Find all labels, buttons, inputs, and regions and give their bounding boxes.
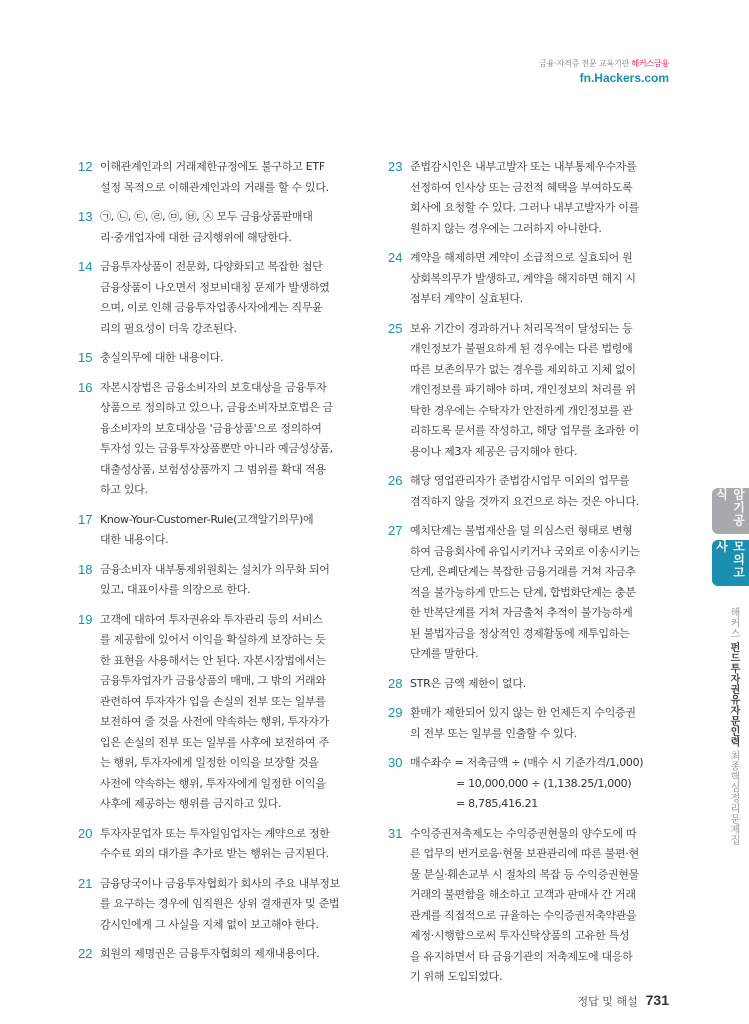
answer-line: = 8,785,416.21 — [410, 797, 538, 810]
answer-line: 상품으로 정의하고 있으나, 금융소비자보호법은 금 — [100, 401, 333, 414]
answer-item — [78, 510, 368, 551]
answer-line: 단계, 은폐단계는 복잡한 금융거래를 거쳐 자금추 — [410, 565, 636, 578]
answer-line: 으며, 이로 인해 금융투자업종사자에게는 직무윤 — [100, 301, 323, 314]
answer-line: 금융당국이나 금융투자협회가 회사의 주요 내부정보 — [100, 876, 340, 890]
answer-line: 개인정보를 파기해야 하며, 개인정보의 처리를 위 — [410, 383, 636, 396]
answer-text — [100, 944, 368, 965]
answer-line: 하여 금융회사에 유입시키거나 국외로 이송시키는 — [410, 544, 640, 558]
answer-line: STR은 금액 제한이 없다. — [410, 676, 526, 690]
answer-item — [388, 753, 678, 815]
answer-number: 28 — [388, 675, 403, 691]
answer-column-left — [78, 157, 368, 974]
answer-line: 충실의무에 대한 내용이다. — [100, 351, 224, 364]
answer-item — [388, 674, 678, 695]
answer-line: 환매가 제한되어 있지 않는 한 언제든지 수익증권 — [410, 706, 636, 719]
page-number: 731 — [645, 992, 669, 1008]
answer-text — [410, 521, 678, 665]
answer-line: 탁한 경우에는 수탁자가 안전하게 개인정보를 관 — [410, 403, 633, 417]
answer-item — [388, 521, 678, 665]
answer-line: 겸직하지 않을 것까지 요건으로 하는 것은 아니다. — [410, 494, 639, 508]
answer-text — [410, 248, 678, 310]
answer-line: 를 제공함에 있어서 이익을 확실하게 보장하는 듯 — [100, 633, 326, 646]
answer-item — [78, 610, 368, 815]
answer-number: 18 — [78, 561, 93, 577]
answer-text — [100, 257, 368, 339]
answer-number: 13 — [78, 209, 93, 224]
answer-number: 16 — [78, 379, 93, 395]
answer-item — [78, 378, 368, 501]
answer-item — [78, 257, 368, 339]
answer-line: 점부터 계약이 실효된다. — [410, 292, 523, 305]
answer-line: 거래의 불편함을 해소하고 고객과 판매사 간 거래 — [410, 888, 636, 901]
footer-label: 정답 및 해설 — [577, 995, 638, 1008]
site-url: fn.Hackers.com — [579, 71, 669, 85]
answer-item — [388, 471, 678, 512]
answer-number: 31 — [388, 825, 403, 841]
answer-line: 투자성 있는 금융투자상품뿐만 아니라 예금성상품, — [100, 442, 333, 455]
answer-line: 적을 불가능하게 만드는 단계, 합법화단계는 충분 — [410, 585, 636, 599]
answer-item — [388, 824, 678, 988]
answer-number: 30 — [388, 755, 403, 770]
answer-text — [410, 157, 678, 239]
answer-item — [388, 157, 678, 239]
answer-number: 14 — [78, 259, 93, 274]
answer-line: 금융상품이 나오면서 정보비대칭 문제가 발생하였 — [100, 280, 330, 294]
answer-line: 을 유지하면서 타 금융기관의 저축제도에 대응하 — [410, 949, 633, 963]
answer-line: 준법감시인은 내부고발자 또는 내부통제우수자를 — [410, 160, 637, 173]
answer-text — [100, 510, 368, 551]
answer-line: 용이나 제3자 제공은 금지해야 한다. — [410, 444, 578, 458]
side-tabs — [712, 488, 749, 586]
page-header — [539, 58, 669, 85]
tagline-brand: 해커스금융 — [631, 59, 669, 68]
answer-line: 융소비자의 보호대상을 '금융상품'으로 정의하여 — [100, 421, 322, 435]
answer-line: 물 분실·훼손교부 시 절차의 복잡 등 수익증권현물 — [410, 867, 639, 881]
answer-text — [410, 674, 678, 695]
answer-line: 기 위해 도입되었다. — [410, 970, 503, 983]
answer-line: 하고 있다. — [100, 483, 148, 496]
answer-line: 금융투자업자가 금융상품의 매매, 그 밖의 거래와 — [100, 674, 326, 687]
answer-line: 예치단계는 불법재산을 덜 의심스런 형태로 변형 — [410, 524, 633, 537]
answer-item — [78, 157, 368, 198]
page-footer — [578, 992, 669, 1009]
answer-line: 된 불법자금을 정상적인 경제활동에 재투입하는 — [410, 626, 630, 640]
answer-text — [100, 560, 368, 601]
answer-text — [100, 378, 368, 501]
answer-number: 24 — [388, 250, 403, 265]
answer-number: 19 — [78, 611, 93, 627]
side-tab-mock-exam[interactable] — [712, 540, 749, 586]
answer-number: 25 — [388, 320, 403, 336]
answer-text — [410, 824, 678, 988]
answer-line: 제정·시행함으로써 투자신탁상품의 고유한 특성 — [410, 929, 630, 942]
answer-line: 매수좌수 = 저축금액 ÷ (매수 시 기준가격/1,000) — [410, 756, 644, 769]
answer-item — [78, 207, 368, 248]
answer-line: 계약을 해제하면 계약이 소급적으로 실효되어 원 — [410, 251, 633, 264]
answer-line: 따른 보존의무가 없는 경우를 제외하고 지체 없이 — [410, 362, 636, 376]
answer-text — [100, 207, 368, 248]
answer-line: ㉠, ㉡, ㉢, ㉣, ㉤, ㉥, ㉦ 모두 금융상품판매대 — [100, 210, 313, 223]
answer-line: 수수료 외의 대가를 추가로 받는 행위는 금지된다. — [100, 847, 329, 860]
answer-line: 있고, 대표이사를 의장으로 한다. — [100, 583, 251, 596]
answer-line: Know-Your-Customer-Rule(고객알기의무)에 — [100, 512, 314, 526]
answer-line: 른 업무의 번거로움·현물 보관관리에 따른 불편·현 — [410, 847, 639, 860]
answer-line: 한 반복단계를 거쳐 자금출처 추적이 불가능하게 — [410, 606, 633, 619]
answer-line: 금융투자상품이 전문화, 다양화되고 복잡한 첨단 — [100, 260, 323, 273]
side-tab-formulas[interactable] — [712, 488, 749, 534]
answer-line: 선정하여 인사상 또는 금전적 혜택을 부여하도록 — [410, 180, 633, 194]
answer-line: 관련하여 투자자가 입을 손실의 전부 또는 일부를 — [100, 694, 326, 708]
answer-number: 22 — [78, 946, 93, 961]
side-title-bold: 펀드투자권유자문인력 — [728, 642, 739, 748]
answer-line: 고객에 대하여 투자권유와 투자관리 등의 서비스 — [100, 612, 323, 626]
answer-text — [100, 824, 368, 865]
header-tagline — [539, 58, 669, 69]
tagline-prefix: 금융·자격증 전문 교육기관 — [539, 59, 630, 68]
answer-line: 리·중개업자에 대한 금지행위에 해당한다. — [100, 230, 292, 244]
side-tab-label: 모의고사 — [714, 540, 746, 579]
answer-number: 26 — [388, 473, 403, 488]
answer-item — [388, 319, 678, 463]
answer-line: 를 요구하는 경우에 임직원은 상위 결재권자 및 준법 — [100, 897, 340, 910]
answer-line: 한 표현을 사용해서는 안 된다. 자본시장법에서는 — [100, 653, 326, 667]
answer-line: 수익증권저축제도는 수익증권현물의 양수도에 따 — [410, 826, 637, 840]
answer-number: 15 — [78, 350, 93, 365]
answer-item — [388, 248, 678, 310]
answer-item — [78, 560, 368, 601]
answer-text — [100, 157, 368, 198]
side-title-suffix: 최종핵심정리문제집 — [728, 750, 739, 846]
side-book-title — [726, 607, 741, 845]
answer-line: 는 행위, 투자자에게 일정한 이익을 보장할 것을 — [100, 756, 319, 769]
answer-number: 12 — [78, 159, 93, 174]
answer-column-right — [388, 157, 678, 997]
answer-line: 사전에 약속하는 행위, 투자자에게 일정한 이익을 — [100, 776, 326, 790]
answer-line: 자본시장법은 금융소비자의 보호대상을 금융투자 — [100, 380, 327, 394]
answer-line: 개인정보가 불필요하게 된 경우에는 다른 법령에 — [410, 342, 633, 355]
answer-number: 20 — [78, 825, 93, 841]
answer-item — [388, 703, 678, 744]
answer-line: 원하지 않는 경우에는 그러하지 아니한다. — [410, 221, 602, 235]
answer-line: 리하도록 문서를 작성하고, 해당 업무를 초과한 이 — [410, 424, 639, 437]
answer-number: 21 — [78, 875, 93, 891]
answer-line: 보전하여 줄 것을 사전에 약속하는 행위, 투자자가 — [100, 715, 329, 728]
side-title-prefix: 해커스 — [728, 607, 739, 639]
answer-item — [78, 874, 368, 936]
answer-text — [410, 753, 678, 815]
answer-text — [410, 471, 678, 512]
answer-text — [100, 874, 368, 936]
answer-line: 회원의 제명권은 금융투자협회의 제재내용이다. — [100, 947, 320, 960]
answer-item — [78, 348, 368, 369]
answer-line: 의 전부 또는 일부를 인출할 수 있다. — [410, 726, 577, 740]
answer-number: 27 — [388, 523, 403, 538]
answer-text — [100, 348, 368, 369]
answer-line: 회사에 요청할 수 있다. 그러나 내부고발자가 이를 — [410, 201, 639, 214]
answer-item — [78, 944, 368, 965]
answer-line: 상회복의무가 발생하고, 계약을 해지하면 해지 시 — [410, 271, 636, 285]
answer-line: 설정 목적으로 이해관계인과의 거래를 할 수 있다. — [100, 180, 329, 194]
answer-number: 23 — [388, 159, 403, 174]
answer-line: 대한 내용이다. — [100, 533, 169, 546]
answer-line: 감시인에게 그 사실을 지체 없이 보고해야 한다. — [100, 917, 319, 931]
answer-line: 입은 손실의 전부 또는 일부를 사후에 보전하여 주 — [100, 735, 329, 749]
answer-text — [100, 610, 368, 815]
answer-line: 사후에 제공하는 행위를 금지하고 있다. — [100, 797, 282, 810]
answer-item — [78, 824, 368, 865]
answer-line: 단계를 말한다. — [410, 647, 479, 660]
answer-number: 17 — [78, 511, 93, 527]
answer-line: = 10,000,000 ÷ (1,138.25/1,000) — [410, 776, 632, 790]
side-tab-label: 암기공식 — [714, 488, 746, 527]
answer-line: 투자자문업자 또는 투자일임업자는 계약으로 정한 — [100, 826, 330, 840]
answer-line: 해당 영업관리자가 준법감시업무 이외의 업무를 — [410, 474, 630, 487]
answer-line: 보유 기간이 경과하거나 처리목적이 달성되는 등 — [410, 321, 633, 335]
answer-line: 관계를 직접적으로 규율하는 수익증권저축약관을 — [410, 908, 637, 922]
answer-line: 대출성상품, 보험성상품까지 그 범위를 확대 적용 — [100, 462, 326, 476]
answer-text — [410, 703, 678, 744]
answer-line: 금융소비자 내부통제위원회는 설치가 의무화 되어 — [100, 562, 330, 576]
answer-text — [410, 319, 678, 463]
answer-number: 29 — [388, 705, 403, 720]
answer-line: 리의 필요성이 더욱 강조된다. — [100, 321, 237, 335]
answer-line: 이해관계인과의 거래제한규정에도 불구하고 ETF — [100, 160, 325, 173]
